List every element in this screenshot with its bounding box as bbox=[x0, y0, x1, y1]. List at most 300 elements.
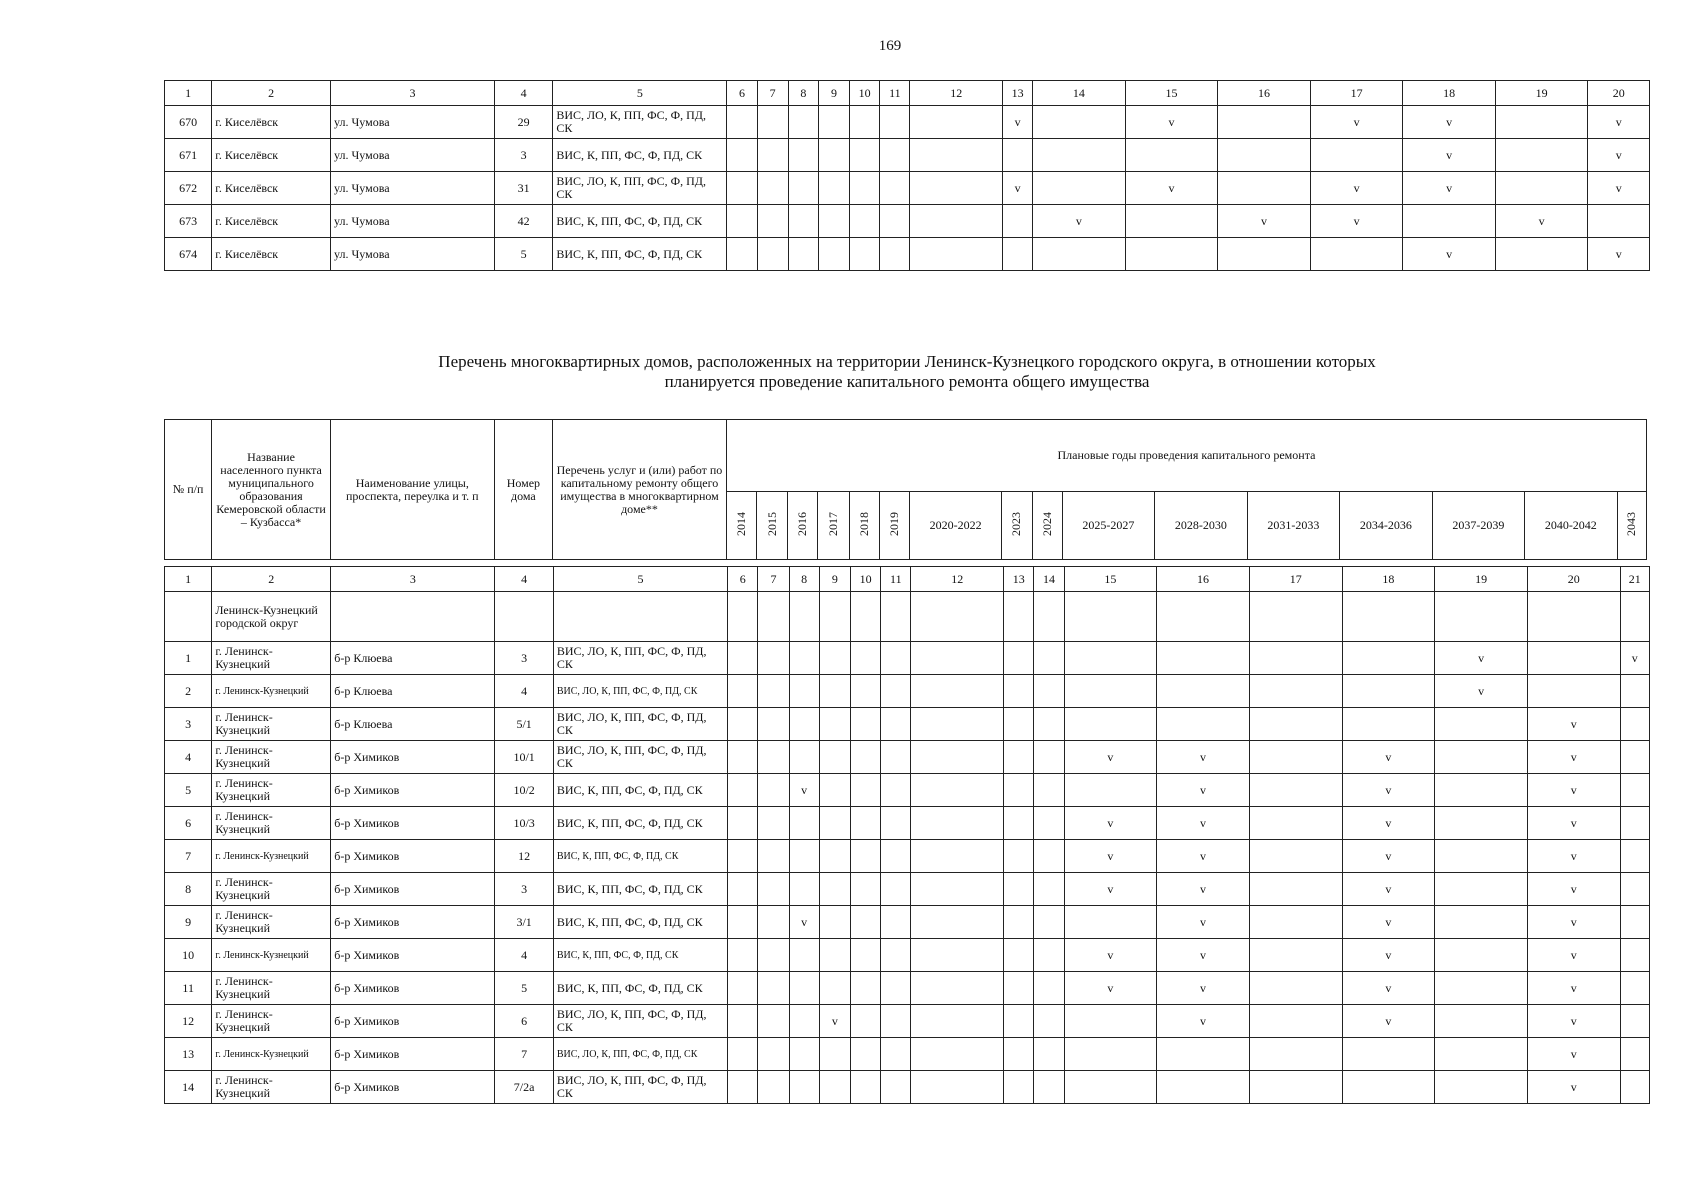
year-mark bbox=[881, 1038, 911, 1071]
year-mark bbox=[910, 238, 1003, 271]
year-mark: v bbox=[1157, 906, 1250, 939]
table-row bbox=[165, 642, 1650, 675]
year-mark: v bbox=[1310, 205, 1403, 238]
year-mark: v bbox=[819, 1005, 850, 1038]
year-mark bbox=[1004, 675, 1034, 708]
year-mark bbox=[789, 840, 819, 873]
year-mark: v bbox=[1527, 774, 1620, 807]
column-number: 1 bbox=[165, 567, 212, 592]
year-mark bbox=[1034, 906, 1064, 939]
year-mark bbox=[1004, 906, 1034, 939]
city-cell: г. Ленинск-Кузнецкий bbox=[212, 840, 331, 873]
house-cell: 4 bbox=[495, 939, 553, 972]
year-mark bbox=[1034, 741, 1064, 774]
year-mark bbox=[1495, 172, 1588, 205]
year-header: 2025-2027 bbox=[1062, 492, 1154, 560]
column-number-row bbox=[165, 81, 1650, 106]
services-cell: ВИС, ЛО, К, ПП, ФС, Ф, ПД, СК bbox=[553, 106, 727, 139]
year-mark bbox=[911, 741, 1004, 774]
column-number: 19 bbox=[1495, 81, 1588, 106]
column-number: 18 bbox=[1403, 81, 1496, 106]
table-row bbox=[165, 1005, 1650, 1038]
house-cell: 4 bbox=[495, 675, 553, 708]
year-mark bbox=[728, 675, 758, 708]
year-mark bbox=[850, 238, 880, 271]
year-mark bbox=[1004, 741, 1034, 774]
column-number: 18 bbox=[1342, 567, 1435, 592]
year-mark bbox=[881, 708, 911, 741]
year-mark bbox=[1004, 1005, 1034, 1038]
year-mark bbox=[881, 807, 911, 840]
year-mark bbox=[1064, 774, 1157, 807]
year-mark bbox=[881, 972, 911, 1005]
city-cell: г. Ленинск-Кузнецкий bbox=[212, 1038, 331, 1071]
header-city: Название населенного пункта муниципального образования Кемеровской области – Кузбасса* bbox=[212, 420, 331, 560]
main-table-header bbox=[164, 419, 1647, 560]
column-number: 16 bbox=[1218, 81, 1311, 106]
year-mark bbox=[881, 873, 911, 906]
year-mark bbox=[1495, 238, 1588, 271]
year-mark bbox=[1620, 1005, 1649, 1038]
column-number: 5 bbox=[553, 81, 727, 106]
services-cell: ВИС, ЛО, К, ПП, ФС, Ф, ПД, СК bbox=[553, 675, 727, 708]
year-mark bbox=[758, 1071, 789, 1104]
column-number-row bbox=[165, 567, 1650, 592]
year-mark bbox=[1435, 1005, 1528, 1038]
year-mark bbox=[1004, 807, 1034, 840]
table-row bbox=[165, 840, 1650, 873]
year-mark bbox=[758, 1038, 789, 1071]
city-cell: г. Киселёвск bbox=[212, 172, 331, 205]
street-cell: ул. Чумова bbox=[331, 139, 495, 172]
year-mark bbox=[1620, 873, 1649, 906]
year-mark: v bbox=[1527, 1071, 1620, 1104]
year-mark bbox=[1125, 205, 1218, 238]
empty-cell bbox=[1342, 592, 1435, 642]
year-mark bbox=[1495, 139, 1588, 172]
year-mark bbox=[818, 106, 849, 139]
year-mark bbox=[757, 139, 788, 172]
year-mark bbox=[1435, 840, 1528, 873]
column-number: 7 bbox=[758, 567, 789, 592]
main-table bbox=[164, 566, 1650, 1104]
street-cell: ул. Чумова bbox=[331, 106, 495, 139]
year-mark: v bbox=[1527, 873, 1620, 906]
empty-cell bbox=[1064, 592, 1157, 642]
row-number: 12 bbox=[165, 1005, 212, 1038]
year-mark bbox=[819, 972, 850, 1005]
city-cell: г. Ленинск-Кузнецкий bbox=[212, 906, 331, 939]
street-cell: б-р Химиков bbox=[331, 1005, 495, 1038]
city-cell: г. Ленинск-Кузнецкий bbox=[212, 774, 331, 807]
year-mark bbox=[1249, 873, 1342, 906]
year-mark bbox=[757, 106, 788, 139]
year-mark: v bbox=[1403, 238, 1496, 271]
year-mark bbox=[1342, 1038, 1435, 1071]
year-mark bbox=[818, 139, 849, 172]
year-mark bbox=[819, 642, 850, 675]
year-header bbox=[818, 492, 849, 560]
table-row bbox=[165, 675, 1650, 708]
year-mark bbox=[1157, 1071, 1250, 1104]
year-mark bbox=[1004, 1071, 1034, 1104]
year-mark bbox=[757, 172, 788, 205]
empty-cell bbox=[819, 592, 850, 642]
year-mark: v bbox=[1495, 205, 1588, 238]
year-mark bbox=[728, 1038, 758, 1071]
table-row bbox=[165, 708, 1650, 741]
house-cell: 12 bbox=[495, 840, 553, 873]
year-mark bbox=[1249, 741, 1342, 774]
column-number: 17 bbox=[1249, 567, 1342, 592]
services-cell: ВИС, ЛО, К, ПП, ФС, Ф, ПД, СК bbox=[553, 741, 727, 774]
header-years: Плановые годы проведения капитального ремонта bbox=[726, 420, 1646, 492]
street-cell: б-р Химиков bbox=[331, 741, 495, 774]
year-header bbox=[757, 492, 788, 560]
year-mark bbox=[819, 708, 850, 741]
services-cell: ВИС, К, ПП, ФС, Ф, ПД, СК bbox=[553, 873, 727, 906]
year-mark bbox=[789, 807, 819, 840]
year-mark bbox=[851, 906, 881, 939]
column-number: 14 bbox=[1033, 81, 1126, 106]
year-mark bbox=[1064, 642, 1157, 675]
city-cell: г. Ленинск-Кузнецкий bbox=[212, 708, 331, 741]
year-mark bbox=[788, 139, 818, 172]
year-mark bbox=[818, 172, 849, 205]
top-table bbox=[164, 80, 1650, 271]
column-number: 9 bbox=[819, 567, 850, 592]
year-mark bbox=[911, 939, 1004, 972]
house-cell: 3 bbox=[495, 642, 553, 675]
year-header bbox=[849, 492, 879, 560]
year-mark bbox=[1002, 139, 1032, 172]
year-mark: v bbox=[1157, 972, 1250, 1005]
column-number: 15 bbox=[1064, 567, 1157, 592]
year-mark bbox=[911, 774, 1004, 807]
year-mark bbox=[818, 205, 849, 238]
street-cell: б-р Химиков bbox=[331, 1071, 495, 1104]
year-mark bbox=[1004, 972, 1034, 1005]
year-mark bbox=[1435, 774, 1528, 807]
city-cell: г. Ленинск-Кузнецкий bbox=[212, 972, 331, 1005]
row-number: 670 bbox=[165, 106, 212, 139]
year-mark bbox=[1310, 139, 1403, 172]
city-cell: г. Ленинск-Кузнецкий bbox=[212, 642, 331, 675]
year-mark bbox=[1034, 708, 1064, 741]
city-cell: г. Ленинск-Кузнецкий bbox=[212, 873, 331, 906]
row-number: 1 bbox=[165, 642, 212, 675]
header-street: Наименование улицы, проспекта, переулка и т. п bbox=[330, 420, 494, 560]
year-mark: v bbox=[1435, 642, 1528, 675]
year-mark: v bbox=[1588, 106, 1650, 139]
year-mark bbox=[1620, 741, 1649, 774]
year-mark: v bbox=[1342, 807, 1435, 840]
year-mark bbox=[789, 1071, 819, 1104]
column-number: 15 bbox=[1125, 81, 1218, 106]
column-number: 14 bbox=[1034, 567, 1064, 592]
title-line-2: планируется проведение капитального ремонта общего имущества bbox=[664, 372, 1150, 391]
column-number: 3 bbox=[331, 567, 495, 592]
year-mark bbox=[1620, 1071, 1649, 1104]
empty-cell bbox=[1157, 592, 1250, 642]
street-cell: б-р Клюева bbox=[331, 708, 495, 741]
year-mark bbox=[851, 873, 881, 906]
empty-cell bbox=[495, 592, 553, 642]
column-number: 8 bbox=[788, 81, 818, 106]
year-mark bbox=[789, 741, 819, 774]
year-mark bbox=[728, 906, 758, 939]
table-row bbox=[165, 106, 1650, 139]
year-mark bbox=[1002, 205, 1032, 238]
street-cell: б-р Клюева bbox=[331, 642, 495, 675]
year-mark bbox=[758, 675, 789, 708]
year-mark: v bbox=[1157, 741, 1250, 774]
year-mark bbox=[911, 972, 1004, 1005]
year-mark bbox=[758, 939, 789, 972]
year-mark bbox=[881, 675, 911, 708]
year-mark bbox=[1249, 708, 1342, 741]
year-mark: v bbox=[1157, 807, 1250, 840]
year-mark bbox=[789, 873, 819, 906]
year-mark bbox=[851, 939, 881, 972]
street-cell: б-р Химиков bbox=[331, 906, 495, 939]
empty-cell bbox=[851, 592, 881, 642]
house-cell: 31 bbox=[494, 172, 552, 205]
year-mark bbox=[911, 873, 1004, 906]
column-number: 6 bbox=[727, 81, 757, 106]
year-mark bbox=[851, 972, 881, 1005]
year-mark bbox=[819, 840, 850, 873]
year-mark bbox=[1218, 139, 1311, 172]
year-header: 2037-2039 bbox=[1432, 492, 1524, 560]
year-mark bbox=[1342, 708, 1435, 741]
year-mark bbox=[758, 840, 789, 873]
year-mark bbox=[1342, 1071, 1435, 1104]
house-cell: 10/1 bbox=[495, 741, 553, 774]
year-mark bbox=[789, 939, 819, 972]
year-mark: v bbox=[1064, 807, 1157, 840]
year-mark bbox=[1034, 774, 1064, 807]
city-cell: г. Киселёвск bbox=[212, 106, 331, 139]
year-mark bbox=[819, 1038, 850, 1071]
year-mark bbox=[850, 172, 880, 205]
year-mark bbox=[1249, 807, 1342, 840]
table-row bbox=[165, 172, 1650, 205]
year-mark bbox=[1064, 1005, 1157, 1038]
header-house: Номер дома bbox=[494, 420, 552, 560]
year-mark bbox=[728, 1005, 758, 1038]
year-mark bbox=[1125, 238, 1218, 271]
year-mark bbox=[1157, 642, 1250, 675]
street-cell: ул. Чумова bbox=[331, 205, 495, 238]
year-mark bbox=[1218, 106, 1311, 139]
year-mark bbox=[1435, 741, 1528, 774]
row-number: 674 bbox=[165, 238, 212, 271]
empty-cell bbox=[758, 592, 789, 642]
city-cell: г. Киселёвск bbox=[212, 139, 331, 172]
year-mark bbox=[911, 1005, 1004, 1038]
row-number: 673 bbox=[165, 205, 212, 238]
group-label: Ленинск-Кузнецкий городской округ bbox=[212, 592, 331, 642]
year-mark: v bbox=[1342, 741, 1435, 774]
year-mark bbox=[788, 106, 818, 139]
year-mark: v bbox=[789, 906, 819, 939]
year-mark bbox=[1249, 675, 1342, 708]
year-mark bbox=[819, 807, 850, 840]
title-line-1: Перечень многоквартирных домов, расположенных на территории Ленинск-Кузнецкого городского округа, в отношении которых bbox=[438, 352, 1376, 371]
year-mark bbox=[1033, 172, 1126, 205]
year-header: 2034-2036 bbox=[1340, 492, 1432, 560]
table-row bbox=[165, 1038, 1650, 1071]
year-mark bbox=[1034, 1071, 1064, 1104]
house-cell: 6 bbox=[495, 1005, 553, 1038]
column-number: 19 bbox=[1435, 567, 1528, 592]
city-cell: г. Ленинск-Кузнецкий bbox=[212, 675, 331, 708]
year-mark bbox=[880, 205, 910, 238]
column-number: 16 bbox=[1157, 567, 1250, 592]
table-row bbox=[165, 939, 1650, 972]
year-mark: v bbox=[1064, 741, 1157, 774]
column-number: 20 bbox=[1588, 81, 1650, 106]
year-mark bbox=[850, 106, 880, 139]
year-mark bbox=[789, 1038, 819, 1071]
empty-cell bbox=[911, 592, 1004, 642]
year-mark bbox=[728, 708, 758, 741]
column-number: 4 bbox=[494, 81, 552, 106]
year-mark bbox=[1495, 106, 1588, 139]
year-mark bbox=[1004, 873, 1034, 906]
year-mark: v bbox=[1157, 840, 1250, 873]
column-number: 6 bbox=[728, 567, 758, 592]
year-mark: v bbox=[1064, 840, 1157, 873]
services-cell: ВИС, К, ПП, ФС, Ф, ПД, СК bbox=[553, 840, 727, 873]
year-label: 2023 bbox=[1009, 512, 1024, 536]
year-mark bbox=[881, 642, 911, 675]
row-number: 8 bbox=[165, 873, 212, 906]
year-mark bbox=[819, 741, 850, 774]
year-mark bbox=[910, 139, 1003, 172]
year-mark bbox=[758, 807, 789, 840]
column-number: 20 bbox=[1527, 567, 1620, 592]
year-mark bbox=[1249, 1038, 1342, 1071]
year-mark: v bbox=[1435, 675, 1528, 708]
column-number: 8 bbox=[789, 567, 819, 592]
year-mark bbox=[911, 1038, 1004, 1071]
year-mark bbox=[851, 1038, 881, 1071]
year-mark bbox=[728, 642, 758, 675]
column-number: 12 bbox=[911, 567, 1004, 592]
year-mark bbox=[1435, 708, 1528, 741]
year-mark: v bbox=[1527, 906, 1620, 939]
year-mark bbox=[1620, 774, 1649, 807]
year-mark bbox=[758, 1005, 789, 1038]
house-cell: 5/1 bbox=[495, 708, 553, 741]
year-mark: v bbox=[1064, 873, 1157, 906]
year-mark bbox=[727, 106, 757, 139]
year-mark bbox=[1620, 840, 1649, 873]
column-number: 4 bbox=[495, 567, 553, 592]
street-cell: ул. Чумова bbox=[331, 172, 495, 205]
year-mark: v bbox=[1342, 774, 1435, 807]
table-row bbox=[165, 139, 1650, 172]
group-num bbox=[165, 592, 212, 642]
year-mark: v bbox=[1403, 106, 1496, 139]
empty-cell bbox=[1249, 592, 1342, 642]
year-mark: v bbox=[1527, 708, 1620, 741]
year-mark bbox=[851, 675, 881, 708]
year-mark bbox=[880, 106, 910, 139]
column-number: 11 bbox=[880, 81, 910, 106]
year-label: 2024 bbox=[1039, 512, 1054, 536]
year-mark bbox=[1064, 1071, 1157, 1104]
row-number: 7 bbox=[165, 840, 212, 873]
year-mark bbox=[728, 939, 758, 972]
year-mark: v bbox=[1527, 807, 1620, 840]
year-mark: v bbox=[1157, 1005, 1250, 1038]
year-mark: v bbox=[1620, 642, 1649, 675]
empty-cell bbox=[1004, 592, 1034, 642]
year-header: 2031-2033 bbox=[1247, 492, 1339, 560]
row-number: 9 bbox=[165, 906, 212, 939]
year-mark bbox=[758, 642, 789, 675]
year-mark bbox=[851, 807, 881, 840]
year-label: 2015 bbox=[764, 512, 779, 536]
year-mark bbox=[911, 708, 1004, 741]
year-header bbox=[726, 492, 756, 560]
year-mark bbox=[758, 873, 789, 906]
house-cell: 42 bbox=[494, 205, 552, 238]
year-mark bbox=[1435, 1071, 1528, 1104]
street-cell: б-р Химиков bbox=[331, 972, 495, 1005]
year-mark: v bbox=[1342, 873, 1435, 906]
column-number: 9 bbox=[818, 81, 849, 106]
header-num: № п/п bbox=[165, 420, 212, 560]
year-mark: v bbox=[1157, 939, 1250, 972]
year-mark bbox=[1249, 939, 1342, 972]
year-mark bbox=[788, 205, 818, 238]
year-mark: v bbox=[1342, 972, 1435, 1005]
year-mark bbox=[789, 972, 819, 1005]
year-mark bbox=[1033, 139, 1126, 172]
services-cell: ВИС, ЛО, К, ПП, ФС, Ф, ПД, СК bbox=[553, 1071, 727, 1104]
year-mark bbox=[1004, 642, 1034, 675]
row-number: 672 bbox=[165, 172, 212, 205]
row-number: 4 bbox=[165, 741, 212, 774]
year-mark bbox=[851, 774, 881, 807]
year-mark bbox=[1064, 708, 1157, 741]
year-mark bbox=[881, 939, 911, 972]
services-cell: ВИС, ЛО, К, ПП, ФС, Ф, ПД, СК bbox=[553, 642, 727, 675]
house-cell: 3 bbox=[494, 139, 552, 172]
year-mark: v bbox=[1403, 172, 1496, 205]
year-mark bbox=[1033, 106, 1126, 139]
services-cell: ВИС, ЛО, К, ПП, ФС, Ф, ПД, СК bbox=[553, 1038, 727, 1071]
year-mark bbox=[758, 774, 789, 807]
year-header: 2040-2042 bbox=[1525, 492, 1617, 560]
year-mark: v bbox=[1527, 840, 1620, 873]
year-mark bbox=[789, 708, 819, 741]
year-mark bbox=[757, 205, 788, 238]
house-cell: 5 bbox=[494, 238, 552, 271]
year-mark bbox=[851, 840, 881, 873]
year-mark bbox=[1620, 1038, 1649, 1071]
year-mark: v bbox=[1527, 741, 1620, 774]
year-label: 2016 bbox=[795, 512, 810, 536]
house-cell: 10/2 bbox=[495, 774, 553, 807]
year-mark bbox=[1157, 675, 1250, 708]
year-mark: v bbox=[1588, 139, 1650, 172]
year-mark: v bbox=[1342, 840, 1435, 873]
